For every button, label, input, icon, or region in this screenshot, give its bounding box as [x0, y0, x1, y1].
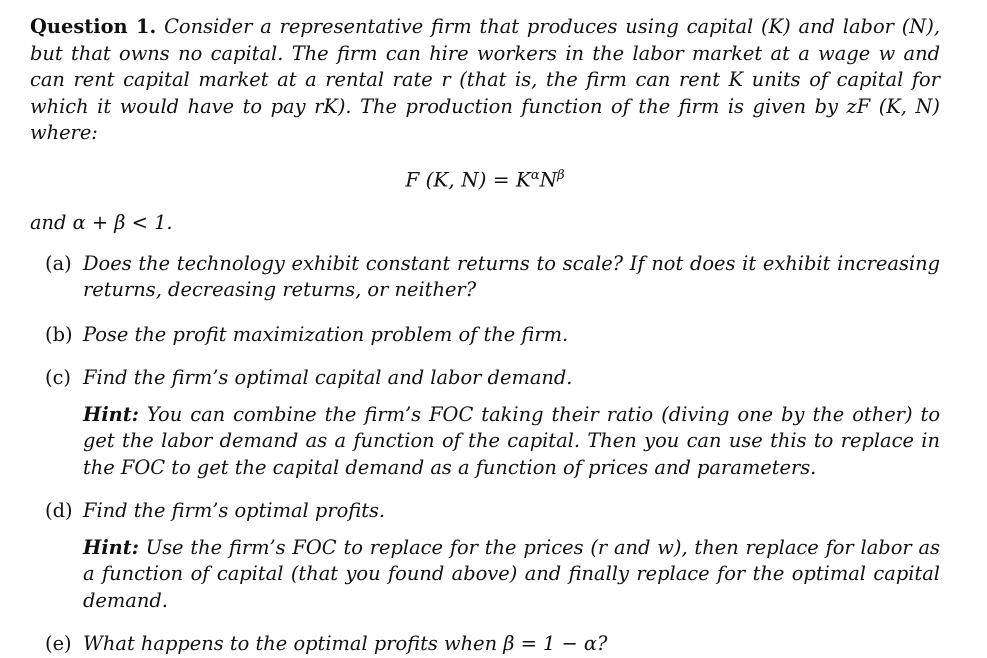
hint-label: Hint: — [83, 402, 139, 426]
subquestion-text: Find the firm’s optimal capital and labor demand. — [83, 366, 573, 389]
subquestion-label: (e) — [45, 632, 72, 655]
hint-text: You can combine the firm’s FOC taking their ratio (diving one by the other) to get the labor demand as a function of the capital. Then you can use this to replace in the FOC to get the capital demand as a function of prices and parameters. — [83, 402, 940, 479]
equation-lhs: F (K, N) = K — [405, 167, 531, 192]
hint-text: Use the firm’s FOC to replace for the prices (r and w), then replace for labor as a function of capital (that you found above) and finally replace for the optimal capital demand. — [83, 535, 940, 612]
hint-c — [30, 402, 940, 482]
subquestion-text: What happens to the optimal profits when β = 1 − α? — [83, 632, 608, 655]
hint-label: Hint: — [83, 535, 139, 559]
question-intro-text: Consider a representative firm that produces using capital (K) and labor (N), but that owns no capital. The firm can hire workers in the labor market at a wage w and can rent capital market at a rental rate r (that is, the firm can rent K units of capital for which it would have to pay rK). The production function of the firm is given by zF (K, N) where: — [30, 15, 940, 144]
subquestion-text: Does the technology exhibit constant returns to scale? If not does it exhibit increasing returns, decreasing returns, or neither? — [83, 251, 940, 301]
subquestion-label: (b) — [45, 322, 73, 346]
subquestion-b — [30, 322, 940, 349]
subquestion-a — [30, 251, 940, 304]
subquestion-list — [30, 251, 940, 658]
subquestion-e — [30, 631, 940, 658]
subquestion-text: Pose the profit maximization problem of the firm. — [83, 322, 569, 346]
subquestion-d — [30, 498, 940, 525]
question-intro — [30, 14, 940, 147]
equation-exponent-beta: β — [557, 167, 565, 183]
question-label: Question 1. — [30, 15, 157, 38]
subquestion-label: (d) — [45, 499, 73, 522]
equation-labor: N — [539, 167, 558, 192]
subquestion-label: (a) — [45, 251, 72, 275]
equation-exponent-alpha: α — [530, 167, 540, 183]
production-function-equation — [30, 161, 940, 191]
subquestion-label: (c) — [45, 366, 71, 389]
hint-d — [30, 535, 940, 615]
condition-text: and α + β < 1. — [30, 210, 173, 234]
subquestion-text: Find the firm’s optimal profits. — [83, 499, 386, 522]
subquestion-c — [30, 365, 940, 392]
document-page — [30, 14, 940, 658]
